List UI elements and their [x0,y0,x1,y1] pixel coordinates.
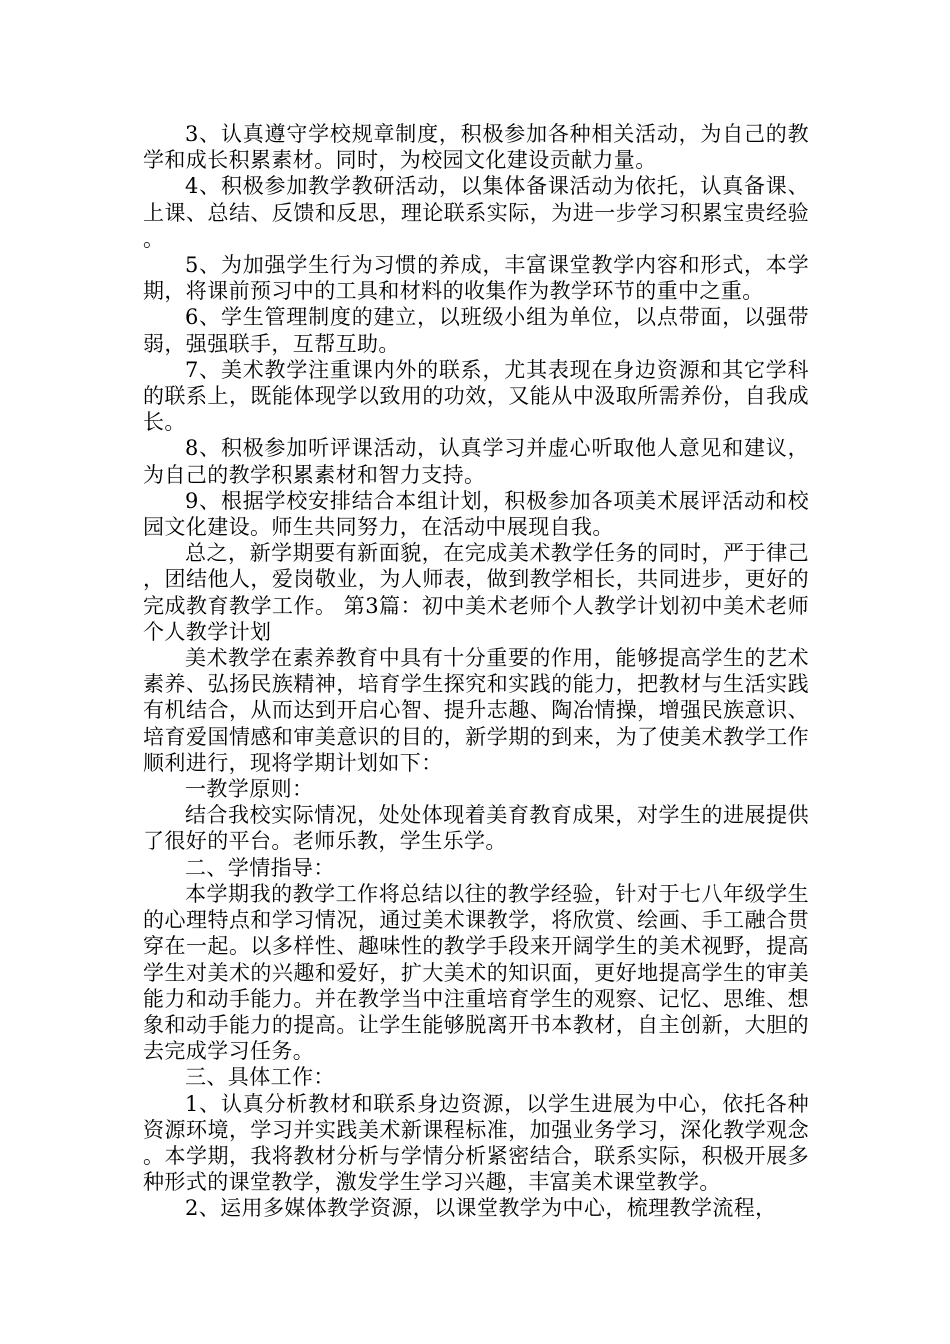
document-body [143,121,809,1222]
paragraph-item-6: 6、学生管理制度的建立，以班级小组为单位，以点带面，以强带弱，强强联手，互帮互助。 [143,305,809,356]
paragraph-item-7: 7、美术教学注重课内外的联系，尤其表现在身边资源和其它学科的联系上，既能体现学以致用的功效，又能从中汲取所需养份，自我成长。 [143,357,809,435]
paragraph-intro: 美术教学在素养教育中具有十分重要的作用，能够提高学生的艺术素养、弘扬民族精神，培育学生探究和实践的能力，把教材与生活实践有机结合，从而达到开启心智、提升志趣、陶冶情操，增强民族意识、培育爱国情感和审美意识的目的，新学期的到来，为了使美术教学工作顺利进行，现将学期计划如下： [143,646,809,775]
paragraph-work-1: 1、认真分析教材和联系身边资源，以学生进展为中心，依托各种资源环境，学习并实践美术新课程标准，加强业务学习，深化教学观念。本学期，我将教材分析与学情分析紧密结合，联系实际，积极开展多种形式的课堂教学，激发学生学习兴趣，丰富美术课堂教学。 [143,1091,809,1195]
paragraph-item-9: 9、根据学校安排结合本组计划，积极参加各项美术展评活动和校园文化建设。师生共同努力，在活动中展现自我。 [143,488,809,540]
section-heading-principle: 一教学原则： [185,777,314,802]
paragraph-item-5: 5、为加强学生行为习惯的养成，丰富课堂教学内容和形式，本学期，将课前预习中的工具和材料的收集作为教学环节的重中之重。 [143,253,809,304]
paragraph-guidance: 本学期我的教学工作将总结以往的教学经验，针对于七八年级学生的心理特点和学习情况，通过美术课教学，将欣赏、绘画、手工融合贯穿在一起。以多样性、趣味性的教学手段来开阔学生的美术视野，提高学生对美术的兴趣和爱好，扩大美术的知识面，更好地提高学生的审美能力和动手能力。并在教学当中注重培育学生的观察、记忆、思维、想象和动手能力的提高。让学生能够脱离开书本教材，自主创新，大胆的去完成学习任务。 [143,881,809,1064]
paragraph-principle: 结合我校实际情况，处处体现着美育教育成果，对学生的进展提供了很好的平台。老师乐教，学生乐学。 [143,803,809,854]
paragraph-item-3: 3、认真遵守学校规章制度，积极参加各种相关活动，为自己的教学和成长积累素材。同时，为校园文化建设贡献力量。 [143,122,809,173]
section-heading-work: 三、具体工作： [185,1065,335,1090]
paragraph-item-4: 4、积极参加教学教研活动，以集体备课活动为依托，认真备课、上课、总结、反馈和反思，理论联系实际，为进一步学习积累宝贵经验。 [143,174,809,251]
paragraph-work-2: 2、运用多媒体教学资源，以课堂教学为中心，梳理教学流程， [185,1196,777,1221]
paragraph-item-8: 8、积极参加听评课活动，认真学习并虚心听取他人意见和建议，为自己的教学积累素材和智力支持。 [143,436,809,487]
paragraph-summary: 总之，新学期要有新面貌，在完成美术教学任务的同时，严于律己，团结他人，爱岗敬业，为人师表，做到教学相长，共同进步，更好的完成教育教学工作。 第3篇：初中美术老师个人教学计划初中美术老师个人教学计划 [143,541,809,644]
section-heading-guidance: 二、学情指导： [185,855,335,880]
